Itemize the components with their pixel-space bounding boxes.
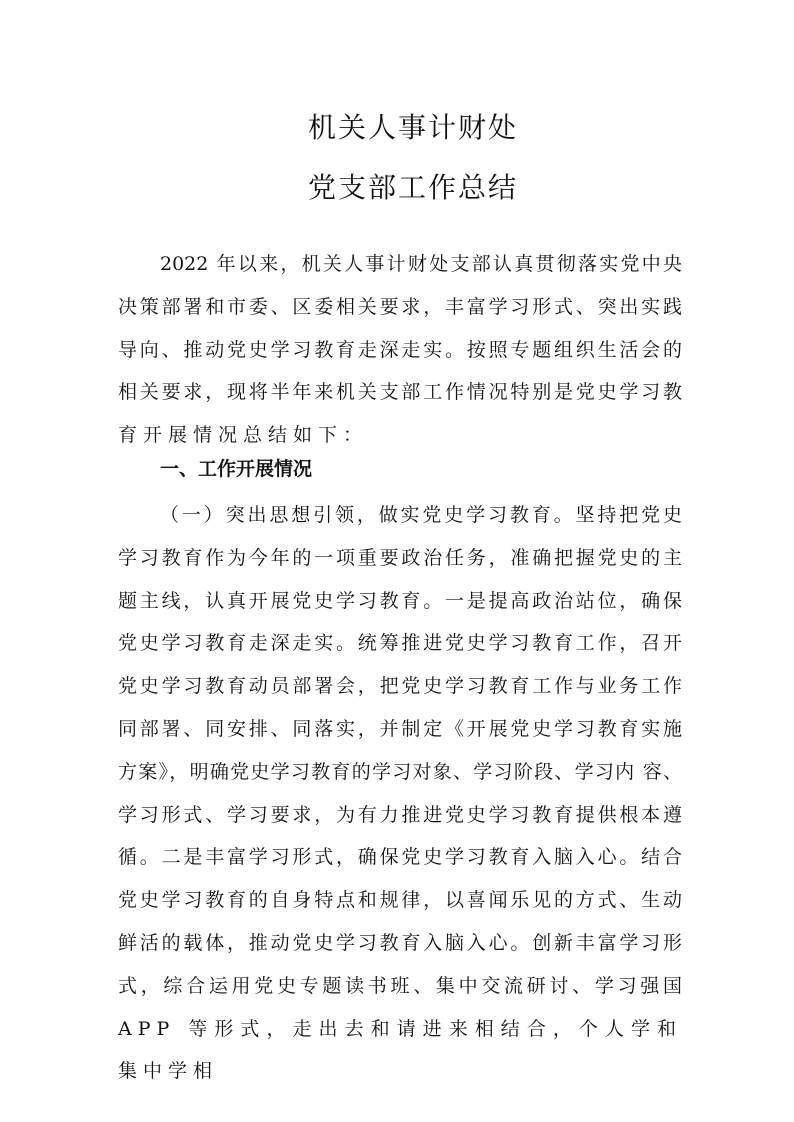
paragraph-line: 党史学习教育走深走实。统筹推进党史学习教育工作，召开 [118, 632, 682, 655]
intro-line: 相关要求，现将半年来机关支部工作情况特别是党史学习教 [118, 381, 682, 404]
intro-line: 2022 年以来，机关人事计财处支部认真贯彻落实党中央 [160, 253, 682, 275]
paragraph-line: （一）突出思想引领，做实党史学习教育。坚持把党史 [160, 503, 682, 526]
paragraph-line: 鲜活的载体，推动党史学习教育入脑入心。创新丰富学习形 [118, 931, 682, 954]
paragraph-line: 式，综合运用党史专题读书班、集中交流研讨、学习强国 [118, 974, 682, 997]
paragraph-line: APP 等形式，走出去和请进来相结合，个人学和集中学相 [118, 1017, 682, 1083]
intro-line: 导向、推动党史学习教育走深走实。按照专题组织生活会的 [118, 338, 682, 361]
paragraph-line: 学习形式、学习要求，为有力推进党史学习教育提供根本遵 [118, 803, 682, 826]
intro-line: 决策部署和市委、区委相关要求，丰富学习形式、突出实践 [118, 295, 682, 318]
paragraph-line: 题主线，认真开展党史学习教育。一是提高政治站位，确保 [118, 589, 682, 612]
paragraph-line: 循。二是丰富学习形式，确保党史学习教育入脑入心。结合 [118, 846, 682, 869]
paragraph-line: 学习教育作为今年的一项重要政治任务，准确把握党史的主 [118, 546, 682, 569]
document-title-line-1: 机关人事计财处 [307, 111, 518, 144]
document-body [118, 243, 682, 1093]
intro-line: 育开展情况总结如下： [118, 424, 369, 447]
document-title-line-2: 党支部工作总结 [307, 171, 518, 204]
paragraph-line: 党史学习教育的自身特点和规律，以喜闻乐见的方式、生动 [118, 889, 682, 912]
paragraph-line: 方案》，明确党史学习教育的学习对象、学习阶段、学习内 容、 [118, 760, 682, 783]
paragraph-line: 党史学习教育动员部署会，把党史学习教育工作与业务工作 [118, 675, 682, 698]
paragraph-line: 同部署、同安排、同落实，并制定《开展党史学习教育实施 [118, 717, 682, 740]
section-heading: 一、工作开展情况 [160, 457, 313, 480]
